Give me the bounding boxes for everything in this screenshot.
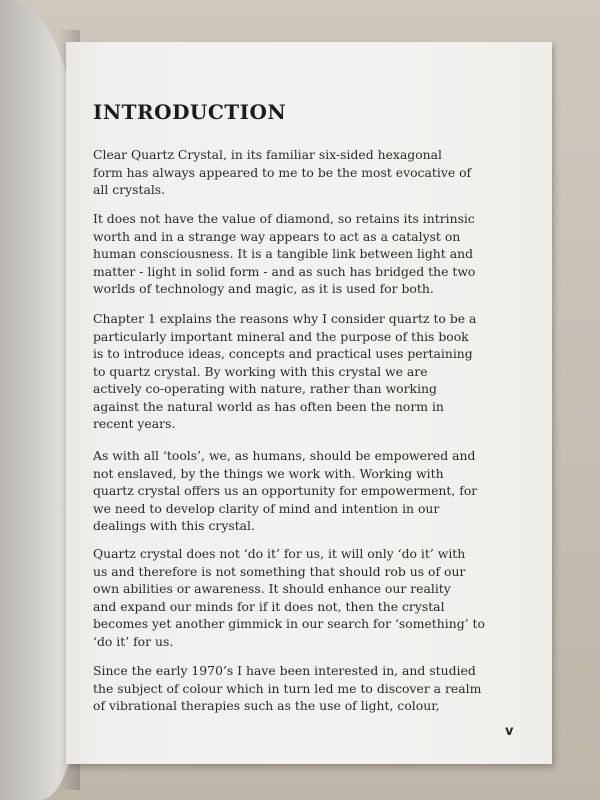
text-line: us and therefore is not something that should rob us of our [93,563,466,579]
text-line: human consciousness. It is a tangible link between light and [93,246,474,261]
paragraph-3 [93,310,525,433]
paragraph-2 [93,210,525,298]
text-line: matter - light in solid form - and as such has bridged the two [93,263,476,279]
text-line: As with all ‘tools’, we, as humans, should be empowered and [93,448,476,463]
text-line: becomes yet another gimmick in our search for ‘something’ to [93,616,485,631]
text-line: worth and in a strange way appears to act as a catalyst on [93,228,461,244]
text-line: worlds of technology and magic, as it is used for both. [93,281,434,296]
text-line: not enslaved, by the things we work with. Working with [93,465,444,481]
text-line: Quartz crystal does not ‘do it’ for us, it will only ‘do it’ with [93,546,466,561]
text-line: ‘do it’ for us. [93,633,174,649]
page-heading: INTRODUCTION [93,100,287,124]
text-line: actively co-operating with nature, rather than working [93,381,437,396]
text-line: is to introduce ideas, concepts and practical uses pertaining [93,346,473,361]
paragraph-1 [93,146,525,199]
text-line: Chapter 1 explains the reasons why I consider quartz to be a [93,311,477,326]
text-line: recent years. [93,416,176,431]
text-line: and expand our minds for if it does not, then the crystal [93,598,445,614]
text-line: Clear Quartz Crystal, in its familiar six-sided hexagonal [93,147,443,162]
text-line: we need to develop clarity of mind and intention in our [93,500,440,516]
text-line: quartz crystal offers us an opportunity for empowerment, for [93,483,478,498]
paragraph-4 [93,447,525,535]
text-line: to quartz crystal. By working with this crystal we are [93,363,428,379]
text-line: the subject of colour which in turn led me to discover a realm [93,680,482,696]
text-line: dealings with this crystal. [93,518,255,533]
text-line: own abilities or awareness. It should enhance our reality [93,581,451,596]
text-line: against the natural world as has often been the norm in [93,398,444,414]
paragraph-6 [93,662,525,715]
text-line: Since the early 1970’s I have been interested in, and studied [93,663,476,678]
text-line: of vibrational therapies such as the use of light, colour, [93,698,440,713]
page-number: v [505,724,514,739]
text-line: particularly important mineral and the purpose of this book [93,328,469,344]
text-line: It does not have the value of diamond, so retains its intrinsic [93,211,475,226]
text-line: form has always appeared to me to be the most evocative of [93,164,472,180]
paragraph-5 [93,545,525,650]
text-line: all crystals. [93,182,166,197]
